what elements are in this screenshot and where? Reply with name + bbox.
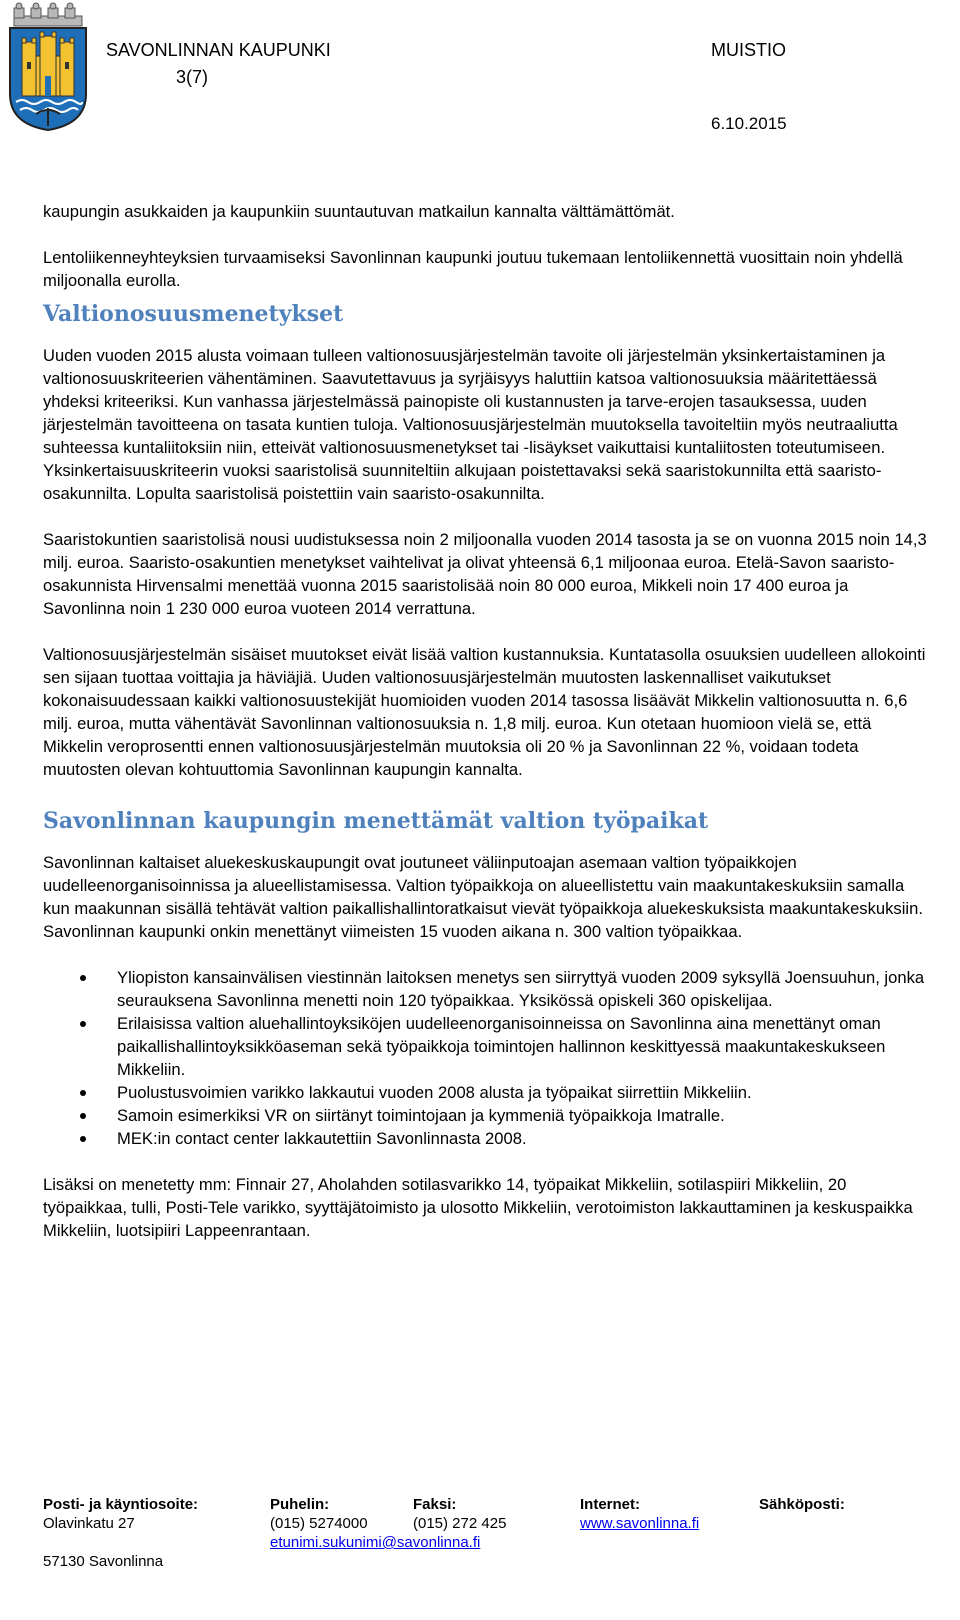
list-item bbox=[43, 966, 933, 1012]
footer-address bbox=[43, 1495, 198, 1571]
organization-name: SAVONLINNAN KAUPUNKI bbox=[106, 40, 331, 60]
list-item-text: Samoin esimerkiksi VR on siirtänyt toimintojaan ja kymmeniä työpaikkoja Imatralle. bbox=[117, 1106, 725, 1125]
email-link[interactable]: etunimi.sukunimi@savonlinna.fi bbox=[270, 1534, 481, 1551]
intro-paragraph: kaupungin asukkaiden ja kaupunkiin suuntautuvan matkailun kannalta välttämättömät. bbox=[43, 202, 675, 221]
bullet-icon bbox=[80, 1090, 86, 1096]
address-line: Olavinkatu 27 bbox=[43, 1515, 135, 1532]
crown-icon bbox=[14, 3, 82, 26]
footer-internet bbox=[580, 1495, 699, 1533]
list-item bbox=[43, 1127, 933, 1150]
list-item bbox=[43, 1104, 933, 1127]
bullet-icon bbox=[80, 1021, 86, 1027]
document-date: 6.10.2015 bbox=[711, 114, 787, 133]
bullet-icon bbox=[80, 975, 86, 981]
document-body bbox=[43, 200, 933, 1242]
closing-paragraph: Lisäksi on menetetty mm: Finnair 27, Aholahden sotilasvarikko 14, työpaikat Mikkeliin, sotilaspiiri Mikkeliin, 20 työpaikkaa, tulli, Posti-Tele varikko, syyttäjätoimisto ja ulosotto Mikkeliin, verotoimiston lakkauttaminen ja keskuspaikka Mikkeliin, luotsipiiri Lappeenrantaan. bbox=[43, 1175, 913, 1240]
phone-label: Puhelin: bbox=[270, 1496, 330, 1513]
address-label: Posti- ja käyntiosoite: bbox=[43, 1496, 199, 1513]
body-paragraph: Savonlinnan kaltaiset aluekeskuskaupungit ovat joutuneet väliinputoajan asemaan valtion työpaikkojen uudelleenorganisoinnissa ja alueellistamisessa. Valtion työpaikkoja on alueellistettu vain maakuntakeskuksiin samalla kun maakunnan sisällä tehtävät valtion paikallishallintoratkaisut vievät työpaikkoja aluekeskuksista maakuntakeskuksiin. Savonlinnan kaupunki onkin menettänyt viimeisten 15 vuoden aikana n. 300 valtion työpaikkaa. bbox=[43, 853, 923, 941]
list-item bbox=[43, 1081, 933, 1104]
bullet-icon bbox=[80, 1113, 86, 1119]
bullet-icon bbox=[80, 1136, 86, 1142]
internet-label: Internet: bbox=[580, 1496, 640, 1513]
body-paragraph: Saaristokuntien saaristolisä nousi uudistuksessa noin 2 miljoonalla vuoden 2014 tasosta ja se on vuonna 2015 noin 14,3 milj. euroa. Saaristo-osakuntien menetykset vaihtelivat ja olivat yhteensä 6,1 miljoonaa euroa. Etelä-Savon saaristo-osakunnista Hirvensalmi menettää vuonna 2015 saaristolisää noin 80 000 euroa, Mikkeli noin 17 400 euroa ja Savonlinna noin 1 230 000 euroa vuoteen 2014 verrattuna. bbox=[43, 530, 927, 618]
fax-label: Faksi: bbox=[413, 1496, 457, 1513]
intro-paragraph: Lentoliikenneyhteyksien turvaamiseksi Savonlinnan kaupunki joutuu tukemaan lentoliikennettä vuosittain noin yhdellä miljoonalla eurolla. bbox=[43, 248, 903, 290]
email-label: Sähköposti: bbox=[759, 1496, 845, 1513]
list-item-text: Yliopiston kansainvälisen viestinnän laitoksen menetys sen siirryttyä vuoden 2009 syksyllä Joensuuhun, jonka seurauksena Savonlinna menetti noin 120 työpaikkaa. Yksikössä opiskeli 360 opiskelijaa. bbox=[117, 968, 925, 1010]
footer-spacer bbox=[43, 1533, 198, 1552]
list-item-text: MEK:in contact center lakkautettiin Savonlinnasta 2008. bbox=[117, 1129, 527, 1148]
page-number: 3(7) bbox=[176, 67, 209, 87]
footer-fax bbox=[413, 1495, 506, 1533]
section-heading-valtionosuusmenetykset: Valtionosuusmenetykset bbox=[43, 301, 344, 327]
body-paragraph: Uuden vuoden 2015 alusta voimaan tulleen valtionosuusjärjestelmän tavoite oli järjestelmän yksinkertaistaminen ja valtionosuuskriteerien vähentäminen. Saavutettavuus ja syrjäisyys haluttiin katsoa valtionosuuksia määritettäessä yhdeksi kriteeriksi. Kun vanhassa järjestelmässä painopiste oli kustannusten ja tarve-erojen tasauksessa, uuden järjestelmän tavoitteena on tasata kuntien tuloja. Valtionosuusjärjestelmän muutoksella tavoiteltiin myös neutraaliutta suhteessa kuntaliitoksiin niin, etteivät valtionosuusmenetykset tai -lisäykset vaikuttaisi kuntaliitosten toteutumiseen. Yksinkertaisuuskriteerin vuoksi saaristolisä suunniteltiin alkujaan poistettavaksi sekä saaristokunnilta että saaristo-osakunnilta. Lopulta saaristolisä poistettiin vain saaristo-osakunnilta. bbox=[43, 346, 898, 503]
castle-icon bbox=[22, 32, 74, 96]
document-type: MUISTIO bbox=[711, 40, 786, 60]
address-line: 57130 Savonlinna bbox=[43, 1553, 164, 1570]
phone-number: (015) 5274000 bbox=[270, 1515, 368, 1532]
job-losses-list bbox=[43, 966, 933, 1150]
list-item bbox=[43, 1012, 933, 1081]
savonlinna-coat-of-arms-icon bbox=[8, 2, 88, 132]
fax-number: (015) 272 425 bbox=[413, 1515, 507, 1532]
body-paragraph: Valtionosuusjärjestelmän sisäiset muutokset eivät lisää valtion kustannuksia. Kuntatasolla osuuksien uudelleen allokointi sen sijaan tuottaa voittajia ja häviäjiä. Uuden valtionosuusjärjestelmän muutosten laskennalliset vaikutukset kokonaisuudessaan kaikki valtionosuustekijät huomioiden vuoden 2014 tasossa lisäävät Mikkelin valtionosuutta n. 6,6 milj. euroa, mutta vähentävät Savonlinnan valtionosuuksia n. 1,8 milj. euroa. Kun otetaan huomioon vielä se, että Mikkelin veroprosentti ennen valtionosuusjärjestelmän muutoksia oli 20 % ja Savonlinnan 22 %, voidaan todeta muutosten olevan kohtuuttomia Savonlinnan kaupungin kannalta. bbox=[43, 645, 926, 779]
list-item-text: Puolustusvoimien varikko lakkautui vuoden 2008 alusta ja työpaikat siirrettiin Mikkeliin. bbox=[117, 1083, 752, 1102]
section-heading-tyopaikat: Savonlinnan kaupungin menettämät valtion työpaikat bbox=[43, 808, 709, 834]
footer-email bbox=[759, 1495, 845, 1514]
website-link[interactable]: www.savonlinna.fi bbox=[580, 1515, 700, 1532]
list-item-text: Erilaisissa valtion aluehallintoyksiköjen uudelleenorganisoinneissa on Savonlinna aina menettänyt oman paikallishallintoyksikköaseman sekä työpaikkoja toimintojen hallinnon keskittyessä maakuntakeskukseen Mikkeliin. bbox=[117, 1014, 886, 1079]
